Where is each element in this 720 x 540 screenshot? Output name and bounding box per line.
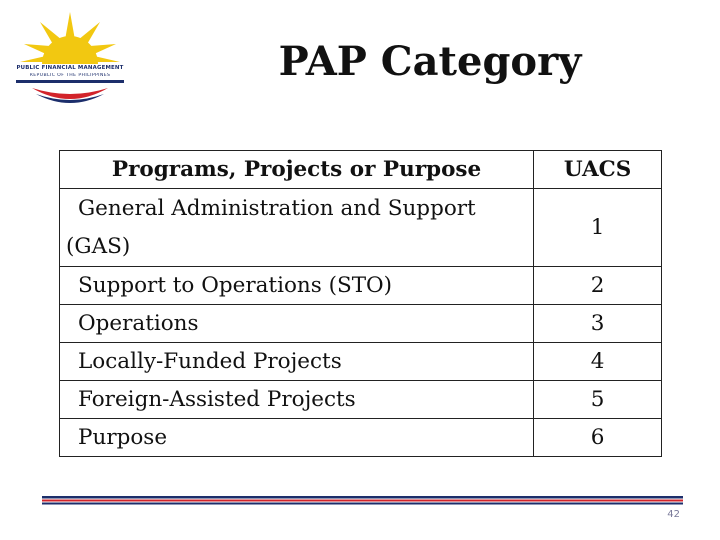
uacs-cell: 2 (534, 267, 662, 305)
table-row (60, 305, 662, 343)
uacs-cell: 3 (534, 305, 662, 343)
category-cell (60, 189, 534, 267)
table-row (60, 267, 662, 305)
table-row (60, 419, 662, 457)
uacs-cell: 6 (534, 419, 662, 457)
page-number: 42 (667, 509, 680, 520)
uacs-cell: 5 (534, 381, 662, 419)
logo-subtitle: REPUBLIC OF THE PHILIPPINES (29, 73, 111, 78)
category-line1: General Administration and Support (78, 195, 476, 221)
category-cell: Support to Operations (STO) (60, 267, 534, 305)
table-row (60, 343, 662, 381)
uacs-cell: 1 (534, 189, 662, 267)
category-line2: (GAS) (66, 233, 131, 259)
category-cell: Foreign-Assisted Projects (60, 381, 534, 419)
pap-category-table (59, 150, 662, 457)
table-row (60, 381, 662, 419)
table-row (60, 189, 662, 267)
logo-name: PUBLIC FINANCIAL MANAGEMENT (16, 65, 124, 71)
table-header-row (60, 151, 662, 189)
uacs-cell: 4 (534, 343, 662, 381)
category-cell: Locally-Funded Projects (60, 343, 534, 381)
column-header-uacs: UACS (534, 151, 662, 189)
column-header-category: Programs, Projects or Purpose (60, 151, 534, 189)
footer-divider (42, 496, 683, 505)
category-cell: Purpose (60, 419, 534, 457)
page-title: PAP Category (278, 38, 582, 85)
category-cell: Operations (60, 305, 534, 343)
sun-emblem-icon (2, 2, 138, 106)
pfm-logo (2, 2, 138, 106)
